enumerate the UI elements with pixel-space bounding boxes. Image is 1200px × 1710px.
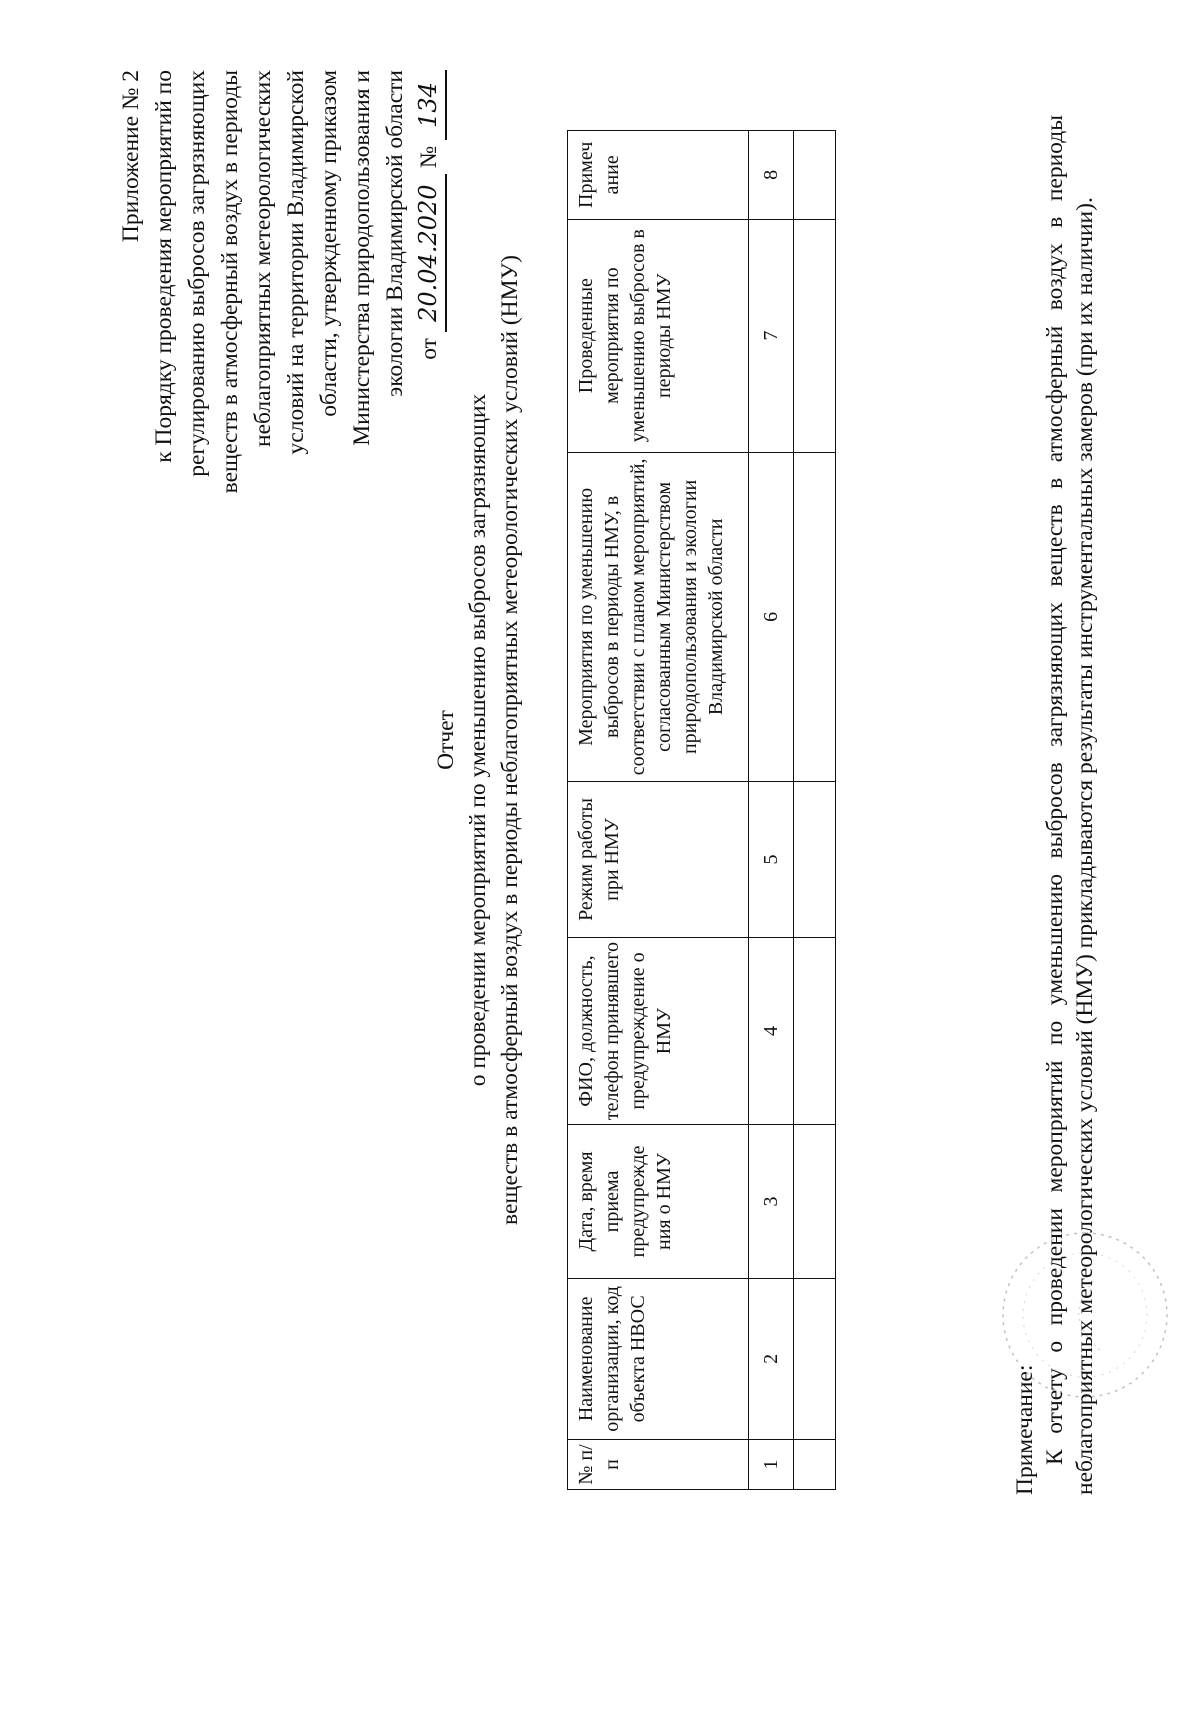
header-cell-number: № п/п <box>568 1440 749 1490</box>
number-label: № <box>416 145 442 169</box>
header-cell-warning-date: Дата, время приема предупрежде ния о НМУ <box>568 1125 749 1278</box>
empty-cell[interactable] <box>794 1440 836 1490</box>
header-cell-organization: Наименование организации, код объекта НВОС <box>568 1278 749 1439</box>
column-number-cell: 1 <box>749 1440 794 1490</box>
empty-cell[interactable] <box>794 452 836 782</box>
empty-cell[interactable] <box>794 219 836 452</box>
appendix-line: условий на территории Владимирской <box>283 70 309 455</box>
from-label: от <box>416 338 442 360</box>
appendix-header <box>115 70 447 630</box>
report-table <box>567 130 836 1490</box>
appendix-line: Министерства природопользования и <box>349 70 375 446</box>
empty-cell[interactable] <box>794 1278 836 1439</box>
header-cell-performed-measures: Проведенные мероприятия по уменьшению выбросов в периоды НМУ <box>568 219 749 452</box>
appendix-line: Приложение № 2 <box>118 70 144 243</box>
appendix-line: области, утвержденному приказом <box>316 70 342 417</box>
column-number-cell: 7 <box>749 219 794 452</box>
appendix-line: к Порядку проведения мероприятий по <box>151 70 177 463</box>
appendix-line: неблагоприятных метеорологических <box>250 70 276 447</box>
column-number-cell: 6 <box>749 452 794 782</box>
table-header-row <box>568 131 749 1490</box>
empty-cell[interactable] <box>794 937 836 1124</box>
header-cell-mode: Режим работы при НМУ <box>568 782 749 938</box>
column-number-cell: 2 <box>749 1278 794 1439</box>
column-number-cell: 3 <box>749 1125 794 1278</box>
report-subtitle-line-2: веществ в атмосферный воздух в периоды неблагоприятных метеорологических условий (НМУ) <box>497 254 523 1226</box>
table-row-empty <box>794 131 836 1490</box>
appendix-line: экологии Владимирской области <box>382 70 408 397</box>
note-block <box>1010 115 1100 1495</box>
appendix-line: веществ в атмосферный воздух в периоды <box>217 70 243 494</box>
appendix-line: регулированию выбросов загрязняющих <box>184 70 210 477</box>
header-cell-receiver: ФИО, должность, телефон принявшего предупреждение о НМУ <box>568 937 749 1124</box>
empty-cell[interactable] <box>794 1125 836 1278</box>
column-number-cell: 4 <box>749 937 794 1124</box>
header-cell-planned-measures: Мероприятия по уменьшению выбросов в периоды НМУ, в соответствии с планом мероприятий, согласованным Министерством природопользования и экологии Владимирской области <box>568 452 749 782</box>
empty-cell[interactable] <box>794 782 836 938</box>
note-label: Примечание: <box>1012 1364 1038 1495</box>
report-title-block <box>430 40 526 1440</box>
note-text: К отчету о проведении мероприятий по уменьшению выбросов загрязняющих веществ в атмосферный воздух в периоды неблагоприятных метеорологических условий (НМУ) прикладываются результаты инструментальных замеров (при их наличии). <box>1042 115 1098 1495</box>
column-number-cell: 8 <box>749 131 794 220</box>
report-subtitle-line-1: о проведении мероприятий по уменьшению выбросов загрязняющих <box>465 393 491 1087</box>
handwritten-number: 134 <box>412 70 447 140</box>
table-row-column-numbers <box>749 131 794 1490</box>
empty-cell[interactable] <box>794 131 836 220</box>
column-number-cell: 5 <box>749 782 794 938</box>
handwritten-date: 20.04.2020 <box>412 174 447 332</box>
header-cell-remark: Примеч ание <box>568 131 749 220</box>
report-title: Отчет <box>433 710 459 770</box>
